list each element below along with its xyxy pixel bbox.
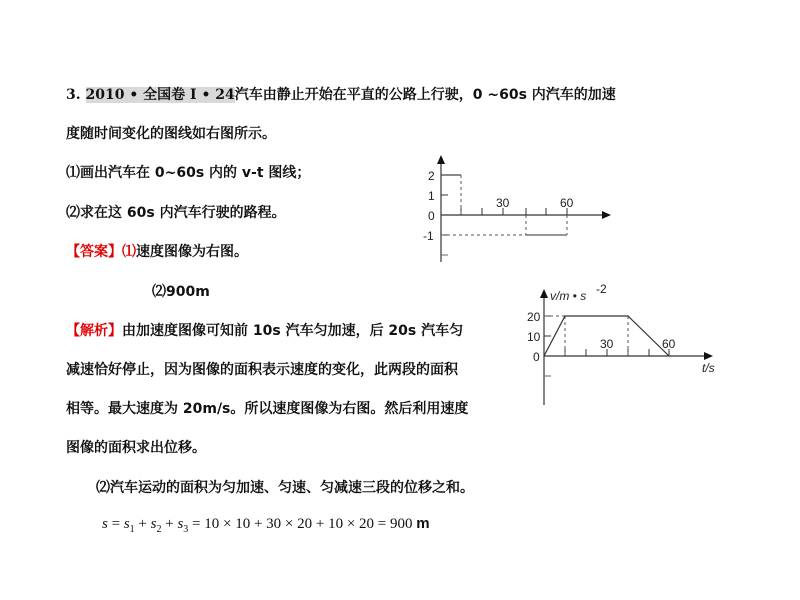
analysis-part2: ⑵汽车运动的面积为匀加速、匀速、匀减速三段的位移之和。 xyxy=(96,480,474,496)
analysis-line-3: 相等。最大速度为 20m/s。所以速度图像为右图。然后利用速度 xyxy=(66,401,469,417)
v-chart-ytick-10: 10 xyxy=(527,330,541,344)
formula-s3-sub: 3 xyxy=(183,524,189,535)
analysis-line-2: 减速恰好停止，因为图像的面积表示速度的变化，此两段的面积 xyxy=(66,362,458,378)
a-chart-xtick-60: 60 xyxy=(560,196,574,210)
answer-tag: 【答案】 xyxy=(66,244,122,260)
analysis-line-4: 图像的面积求出位移。 xyxy=(66,440,206,456)
displacement-formula xyxy=(102,514,430,540)
answer-line-1 xyxy=(66,242,248,262)
v-chart-line xyxy=(544,316,669,356)
problem-stem-line-1 xyxy=(66,85,616,105)
answer-part2: ⑵900m xyxy=(152,284,210,300)
analysis-line-1 xyxy=(66,321,463,341)
formula-s3: s xyxy=(177,516,184,532)
problem-number: 3. xyxy=(66,87,81,103)
formula-s2: s xyxy=(150,516,157,532)
answer-part1-text: 速度图像为右图。 xyxy=(136,244,248,260)
a-chart-ytick-0: 0 xyxy=(428,209,435,223)
a-chart-xtick-30: 30 xyxy=(496,196,510,210)
a-chart-y-arrow-icon xyxy=(437,155,445,164)
v-chart-x-arrow-icon xyxy=(704,352,713,360)
a-chart-ytick-2: 2 xyxy=(428,169,435,183)
v-chart-ytick-0: 0 xyxy=(533,350,540,364)
v-chart-y-arrow-icon xyxy=(540,289,548,298)
analysis-text-1: 由加速度图像可知前 10s 汽车匀加速，后 20s 汽车匀 xyxy=(122,323,464,339)
problem-stem-text-1: 汽车由静止开始在平直的公路上行驶，0 ~60s 内汽车的加速 xyxy=(234,87,616,103)
a-chart-ytick-neg1: -1 xyxy=(423,229,434,243)
formula-plus: + xyxy=(134,516,151,532)
v-chart-xtick-60: 60 xyxy=(662,337,676,351)
formula-plus: + xyxy=(161,516,178,532)
analysis-tag: 【解析】 xyxy=(66,323,122,339)
formula-rhs: = 10 × 10 + 30 × 20 + 10 × 20 = 900 xyxy=(188,516,417,532)
formula-eq: = xyxy=(107,516,124,532)
problem-source: 2010 • 全国卷 Ⅰ • 24 xyxy=(85,87,235,103)
formula-s1: s xyxy=(123,516,130,532)
problem-stem-line-2: 度随时间变化的图线如右图所示。 xyxy=(66,126,276,142)
v-chart-ylabel: v/m • s xyxy=(550,289,587,303)
a-chart-x-arrow-icon xyxy=(602,211,611,219)
formula-s: s xyxy=(102,516,108,532)
v-chart-ylabel-sup: -2 xyxy=(596,282,607,296)
v-chart-xlabel: t/s xyxy=(702,361,715,375)
question-2: ⑵求在这 60s 内汽车行驶的路程。 xyxy=(66,205,286,221)
v-chart-xtick-30: 30 xyxy=(600,337,614,351)
formula-s1-sub: 1 xyxy=(129,524,135,535)
question-1: ⑴画出汽车在 0~60s 内的 v-t 图线； xyxy=(66,165,311,181)
formula-unit: m xyxy=(416,515,430,532)
v-chart-ytick-20: 20 xyxy=(527,310,541,324)
formula-s2-sub: 2 xyxy=(156,524,162,535)
a-chart-ytick-1: 1 xyxy=(428,189,435,203)
answer-part1-number: ⑴ xyxy=(122,244,136,260)
